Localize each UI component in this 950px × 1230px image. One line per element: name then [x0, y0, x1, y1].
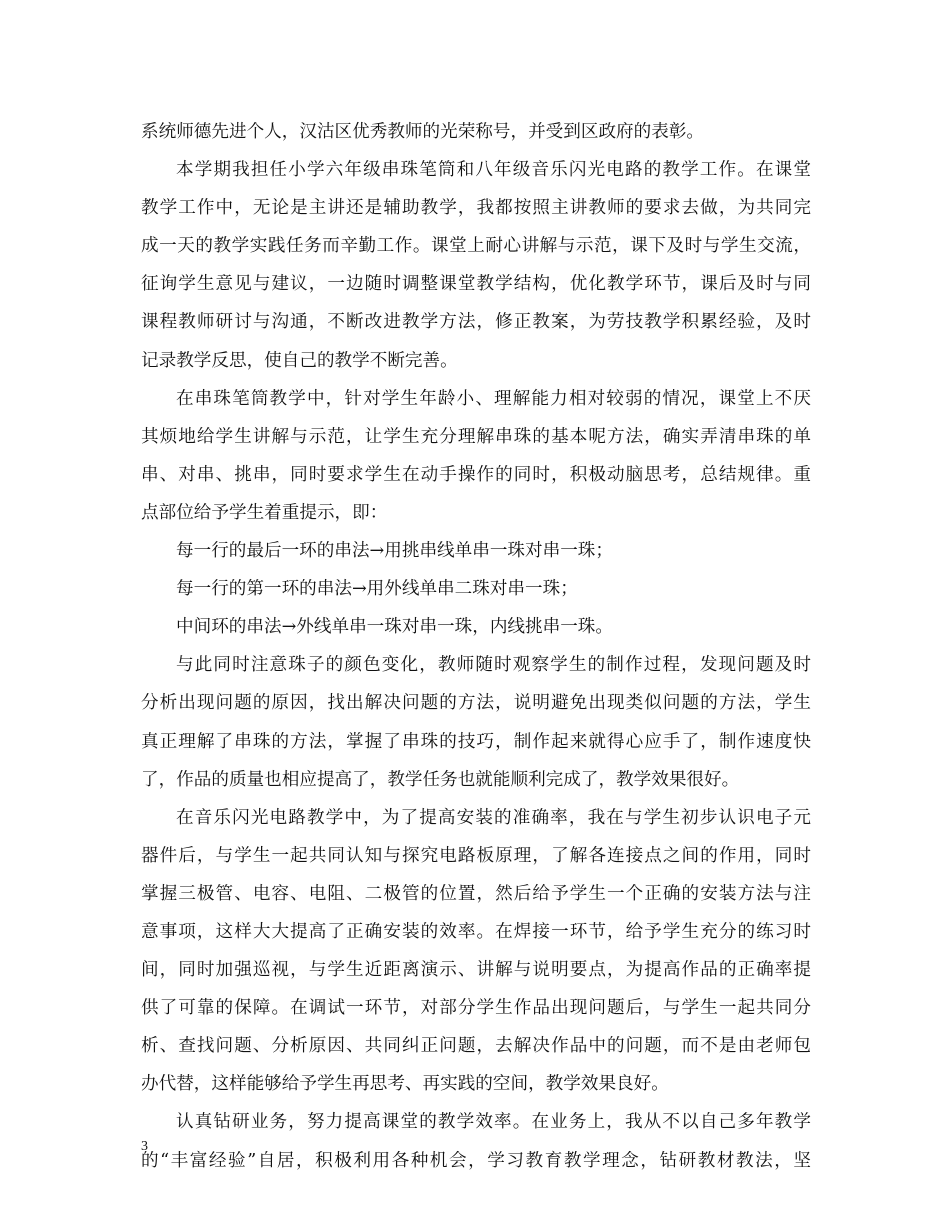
text-line: 在串珠笔筒教学中，针对学生年龄小、理解能力相对较弱的情况，课堂上不厌 [176, 388, 811, 409]
text-line: 分析出现问题的原因，找出解决问题的方法，说明避免出现类似问题的方法，学生 [141, 693, 811, 714]
document-body [141, 113, 811, 1180]
paragraph [141, 151, 811, 380]
paragraph [141, 608, 811, 646]
text-line: 在音乐闪光电路教学中，为了提高安装的准确率，我在与学生初步认识电子元 [176, 807, 811, 828]
text-line: 征询学生意见与建议，一边随时调整课堂教学结构，优化教学环节，课后及时与同 [141, 274, 811, 295]
paragraph [141, 799, 811, 1104]
text-line: 真正理解了串珠的方法，掌握了串珠的技巧，制作起来就得心应手了，制作速度快 [141, 731, 811, 752]
paragraph [141, 570, 811, 608]
text-line: 每一行的第一环的串法→用外线单串二珠对串一珠； [176, 579, 578, 600]
text-line: 串、对串、挑串，同时要求学生在动手操作的同时，积极动脑思考，总结规律。重 [141, 464, 811, 485]
text-line: 教学工作中，无论是主讲还是辅助教学，我都按照主讲教师的要求去做，为共同完 [141, 198, 811, 219]
text-line: 课程教师研讨与沟通，不断改进教学方法，修正教案，为劳技教学积累经验，及时 [141, 312, 811, 333]
text-line: 间，同时加强巡视，与学生近距离演示、讲解与说明要点，为提高作品的正确率提 [141, 960, 811, 981]
text-line: 办代替，这样能够给予学生再思考、再实践的空间，教学效果良好。 [141, 1074, 669, 1095]
paragraph [141, 532, 811, 570]
text-line: 供了可靠的保障。在调试一环节，对部分学生作品出现问题后，与学生一起共同分 [141, 998, 811, 1019]
text-line: 每一行的最后一环的串法→用挑串线单串一珠对串一珠； [176, 541, 613, 562]
text-line: 与此同时注意珠子的颜色变化，教师随时观察学生的制作过程，发现问题及时 [176, 655, 811, 676]
text-line: 记录教学反思，使自己的教学不断完善。 [141, 350, 458, 371]
text-line: 点部位给予学生着重提示，即： [141, 502, 388, 523]
text-line: 其烦地给学生讲解与示范，让学生充分理解串珠的基本呢方法，确实弄清串珠的单 [141, 426, 811, 447]
text-line: 的“丰富经验”自居，积极利用各种机会，学习教育教学理念，钻研教材教法，坚 [141, 1150, 811, 1171]
text-line: 意事项，这样大大提高了正确安装的效率。在焊接一环节，给予学生充分的练习时 [141, 921, 811, 942]
text-line: 成一天的教学实践任务而辛勤工作。课堂上耐心讲解与示范，课下及时与学生交流， [141, 236, 811, 257]
paragraph [141, 380, 811, 532]
text-line: 掌握三极管、电容、电阻、二极管的位置，然后给予学生一个正确的安装方法与注 [141, 883, 811, 904]
text-line: 器件后，与学生一起共同认知与探究电路板原理，了解各连接点之间的作用，同时 [141, 845, 811, 866]
paragraph [141, 113, 811, 151]
text-line: 中间环的串法→外线单串一珠对串一珠，内线挑串一珠。 [176, 617, 613, 638]
text-line: 析、查找问题、分析原因、共同纠正问题，去解决作品中的问题，而不是由老师包 [141, 1036, 811, 1057]
paragraph [141, 1103, 811, 1179]
text-line: 了，作品的质量也相应提高了，教学任务也就能顺利完成了，教学效果很好。 [141, 769, 740, 790]
page-number: 3 [141, 1139, 148, 1154]
text-line: 认真钻研业务，努力提高课堂的教学效率。在业务上，我从不以自己多年教学 [176, 1112, 811, 1133]
text-line: 本学期我担任小学六年级串珠笔筒和八年级音乐闪光电路的教学工作。在课堂 [176, 160, 811, 181]
text-line: 系统师德先进个人，汉沽区优秀教师的光荣称号，并受到区政府的表彰。 [141, 122, 705, 142]
paragraph [141, 646, 811, 798]
